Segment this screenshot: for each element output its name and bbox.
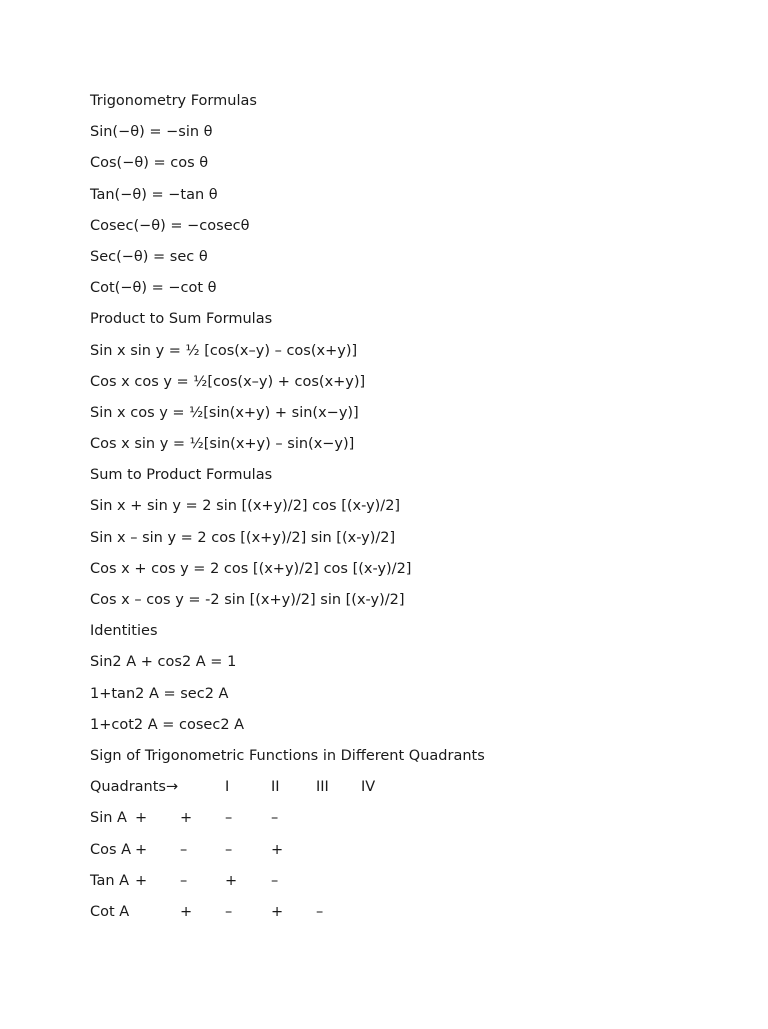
formula-line: Cosec(−θ) = −cosecθ (90, 217, 250, 234)
sign-cell: – (225, 841, 233, 858)
sign-row (90, 872, 710, 903)
formula-line: Tan(−θ) = −tan θ (90, 186, 218, 203)
sign-row (90, 903, 710, 934)
formula-line: Cos x sin y = ½[sin(x+y) – sin(x−y)] (90, 436, 355, 453)
sign-row-label: Sin A (90, 810, 127, 827)
sign-cell: + (180, 903, 193, 920)
formula-line: Cos x – cos y = -2 sin [(x+y)/2] sin [(x-y)/2] (90, 592, 405, 608)
sign-cell: + (135, 872, 148, 889)
formula-line: Cos x + cos y = 2 cos [(x+y)/2] cos [(x-y)/2] (90, 560, 412, 577)
formula-line: 1+tan2 A = sec2 A (90, 685, 229, 702)
quadrant-header-cell: II (271, 779, 280, 796)
sign-cell: – (316, 903, 324, 920)
formula-line: Cos(−θ) = cos θ (90, 155, 209, 172)
sign-row-label: Cot A (90, 903, 130, 920)
formula-line: Sin x sin y = ½ [cos(x–y) – cos(x+y)] (90, 342, 358, 359)
sign-row (90, 809, 710, 840)
page-title: Trigonometry Formulas (90, 93, 257, 109)
sign-row (90, 841, 710, 872)
sign-cell: – (180, 841, 188, 858)
quadrant-header-cell: III (316, 779, 329, 796)
formula-line: Sec(−θ) = sec θ (90, 248, 208, 265)
sign-cell: – (225, 810, 233, 827)
formula-line: Sin(−θ) = −sin θ (90, 124, 213, 141)
section-heading-signs: Sign of Trigonometric Functions in Different Quadrants (90, 747, 485, 764)
sign-cell: + (225, 872, 238, 889)
quadrant-header-row (90, 778, 710, 809)
sign-cell: + (271, 903, 284, 920)
section-heading-product-to-sum: Product to Sum Formulas (90, 311, 273, 328)
sign-cell: + (180, 810, 193, 827)
sign-cell: + (135, 810, 148, 827)
quadrant-header-cell: IV (361, 779, 376, 796)
section-heading-sum-to-product: Sum to Product Formulas (90, 467, 273, 484)
quadrant-header-cell: I (225, 779, 230, 796)
formula-line: 1+cot2 A = cosec2 A (90, 716, 245, 733)
sign-cell: + (271, 841, 284, 858)
sign-cell: – (271, 810, 279, 827)
formula-line: Sin2 A + cos2 A = 1 (90, 654, 237, 671)
formula-line: Sin x + sin y = 2 sin [(x+y)/2] cos [(x-y)/2] (90, 498, 401, 515)
formula-line: Cos x cos y = ½[cos(x–y) + cos(x+y)] (90, 373, 366, 390)
document-body (90, 92, 710, 934)
sign-row-label: Cos A (90, 841, 132, 858)
formula-line: Sin x – sin y = 2 cos [(x+y)/2] sin [(x-y)/2] (90, 529, 396, 546)
formula-line: Sin x cos y = ½[sin(x+y) + sin(x−y)] (90, 404, 359, 421)
sign-cell: – (180, 872, 188, 889)
sign-cell: – (271, 872, 279, 889)
section-heading-identities: Identities (90, 623, 158, 640)
sign-cell: + (135, 841, 148, 858)
quadrant-header-label: Quadrants→ (90, 779, 179, 796)
sign-row-label: Tan A (90, 872, 130, 889)
sign-cell: – (225, 903, 233, 920)
formula-line: Cot(−θ) = −cot θ (90, 280, 217, 297)
